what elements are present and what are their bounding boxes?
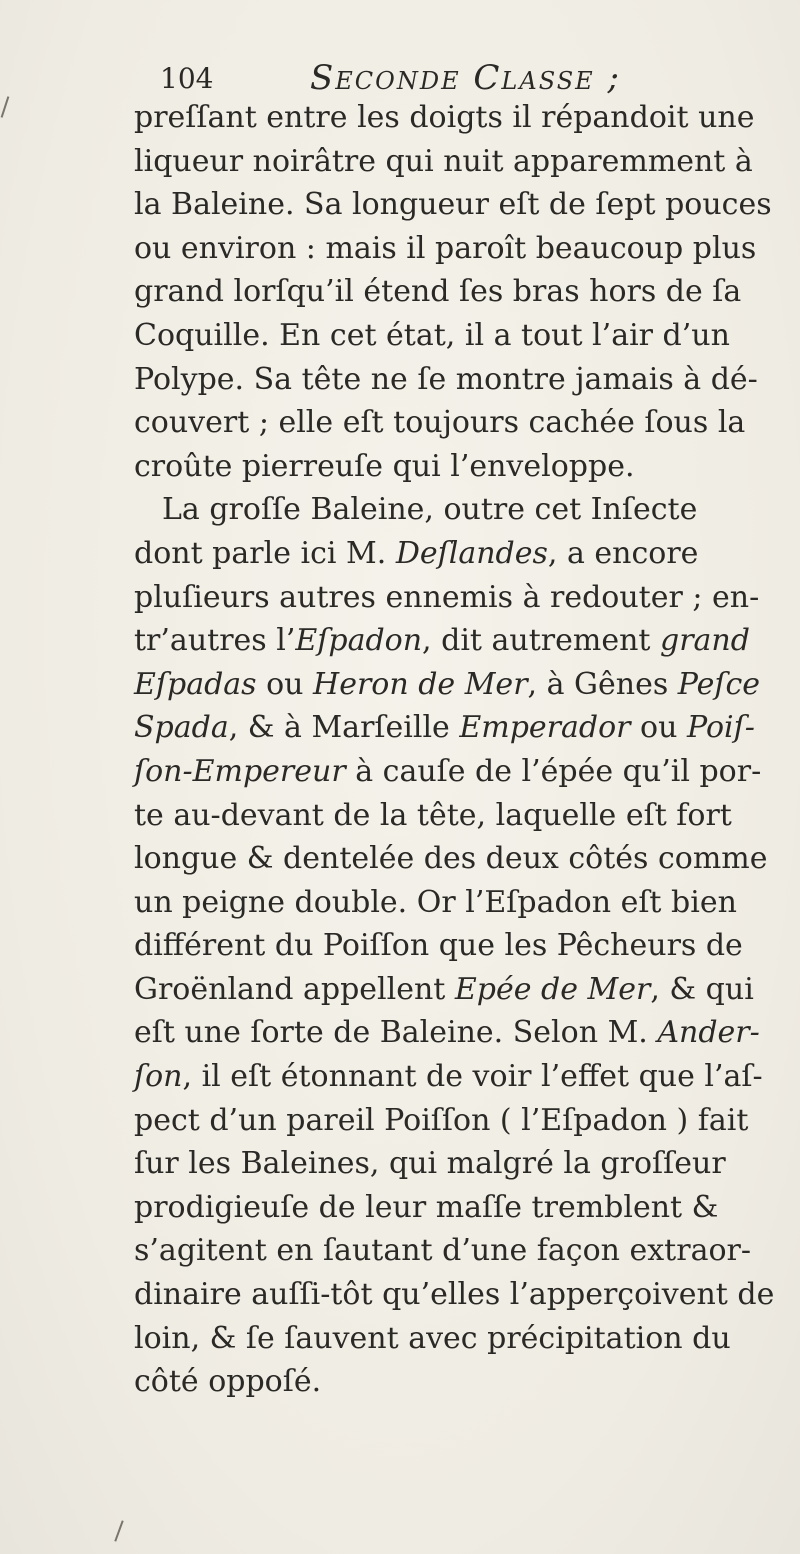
text-segment: Groënland appellent <box>134 971 455 1007</box>
italic-text: Ander- <box>657 1015 760 1051</box>
text-segment: loin, & ſe ſauvent avec précipitation du <box>134 1320 731 1356</box>
text-line <box>134 1317 784 1361</box>
text-line <box>134 750 784 794</box>
text-line <box>134 227 784 271</box>
italic-text: Peſce <box>677 666 761 702</box>
text-segment: , à Gênes <box>527 666 678 702</box>
text-segment: couvert ; elle eſt toujours cachée ſous la <box>134 405 746 441</box>
text-segment: Coquille. En cet état, il a tout l’air d’un <box>134 317 730 353</box>
text-segment: à cauſe de l’épée qu’il por- <box>345 753 762 789</box>
text-line <box>134 445 784 489</box>
italic-text: Poiſ- <box>686 710 755 746</box>
text-segment: la Baleine. Sa longueur eſt de ſept pouces <box>134 187 772 223</box>
text-segment: liqueur noirâtre qui nuit apparemment à <box>134 143 753 179</box>
text-segment: , a encore <box>547 535 699 571</box>
text-segment: , & à Marſeille <box>228 710 460 746</box>
text-segment: un peigne double. Or l’Eſpadon eſt bien <box>134 884 737 920</box>
text-segment: preſſant entre les doigts il répandoit une <box>134 100 755 135</box>
italic-text: ſon <box>134 1059 183 1095</box>
text-line <box>134 881 784 925</box>
text-line <box>134 314 784 358</box>
text-segment: ou <box>256 666 314 702</box>
italic-text: Eſpadas <box>134 666 257 702</box>
text-line <box>134 532 784 576</box>
text-line <box>134 1273 784 1317</box>
text-segment: croûte pierreuſe qui l’enveloppe. <box>134 448 635 484</box>
text-segment: , dit autrement <box>422 623 660 659</box>
text-line <box>134 96 784 140</box>
text-segment: ou <box>630 710 687 746</box>
text-line <box>134 576 784 620</box>
text-line <box>134 1360 784 1404</box>
text-segment: tr’autres l’ <box>134 623 296 659</box>
text-segment: prodigieuſe de leur maſſe tremblent & <box>134 1189 719 1225</box>
text-segment: La groſſe Baleine, outre cet Inſecte <box>162 492 698 528</box>
text-segment: différent du Poiſſon que les Pêcheurs de <box>134 928 743 964</box>
text-segment: longue & dentelée des deux côtés comme <box>134 841 768 877</box>
text-segment: pect d’un pareil Poiſſon ( l’Eſpadon ) fait <box>134 1102 749 1138</box>
text-segment: , il eſt étonnant de voir l’effet que l’aſ- <box>182 1059 763 1095</box>
text-line <box>134 1142 784 1186</box>
italic-text: Eſpadon <box>295 623 423 659</box>
text-segment: dont parle ici M. <box>134 535 396 571</box>
italic-text: Emperador <box>459 710 631 746</box>
page-number: 104 <box>160 62 214 95</box>
text-line <box>134 706 784 750</box>
italic-text: ſon-Empereur <box>134 753 346 789</box>
text-line <box>134 401 784 445</box>
text-line <box>134 488 784 532</box>
text-segment: Polype. Sa tête ne ſe montre jamais à dé- <box>134 361 758 397</box>
text-line <box>134 837 784 881</box>
italic-text: Heron de Mer <box>313 666 528 702</box>
text-line <box>134 140 784 184</box>
body-text <box>134 96 784 1404</box>
text-line <box>134 968 784 1012</box>
italic-text: Epée de Mer <box>454 971 651 1007</box>
page-header <box>160 58 760 98</box>
text-segment: eſt une ſorte de Baleine. Selon M. <box>134 1015 658 1051</box>
margin-mark <box>114 1520 123 1541</box>
text-line <box>134 1099 784 1143</box>
italic-text: grand <box>659 623 750 659</box>
italic-text: Deſlandes <box>395 535 548 571</box>
text-segment: pluſieurs autres ennemis à redouter ; en- <box>134 579 760 615</box>
text-line <box>134 183 784 227</box>
text-line <box>134 924 784 968</box>
text-segment: , & qui <box>650 971 754 1007</box>
text-line <box>134 1055 784 1099</box>
text-segment: s’agitent en ſautant d’une façon extraor- <box>134 1233 751 1269</box>
text-segment: grand lorſqu’il étend ſes bras hors de ſa <box>134 274 742 310</box>
margin-mark <box>1 96 10 118</box>
text-segment: te au-devant de la tête, laquelle eſt fort <box>134 797 732 833</box>
text-line <box>134 358 784 402</box>
text-line <box>134 1011 784 1055</box>
running-title: Seconde Classe ; <box>310 58 621 98</box>
text-segment: ou environ : mais il paroît beaucoup plus <box>134 230 757 266</box>
italic-text: Spada <box>134 710 229 746</box>
text-line <box>134 619 784 663</box>
text-segment: dinaire auſſi-tôt qu’elles l’apperçoivent de <box>134 1277 775 1313</box>
text-line <box>134 1186 784 1230</box>
text-line <box>134 270 784 314</box>
text-segment: côté oppoſé. <box>134 1364 322 1400</box>
text-line <box>134 1229 784 1273</box>
text-segment: ſur les Baleines, qui malgré la groſſeur <box>134 1146 726 1182</box>
text-line <box>134 794 784 838</box>
text-line <box>134 663 784 707</box>
